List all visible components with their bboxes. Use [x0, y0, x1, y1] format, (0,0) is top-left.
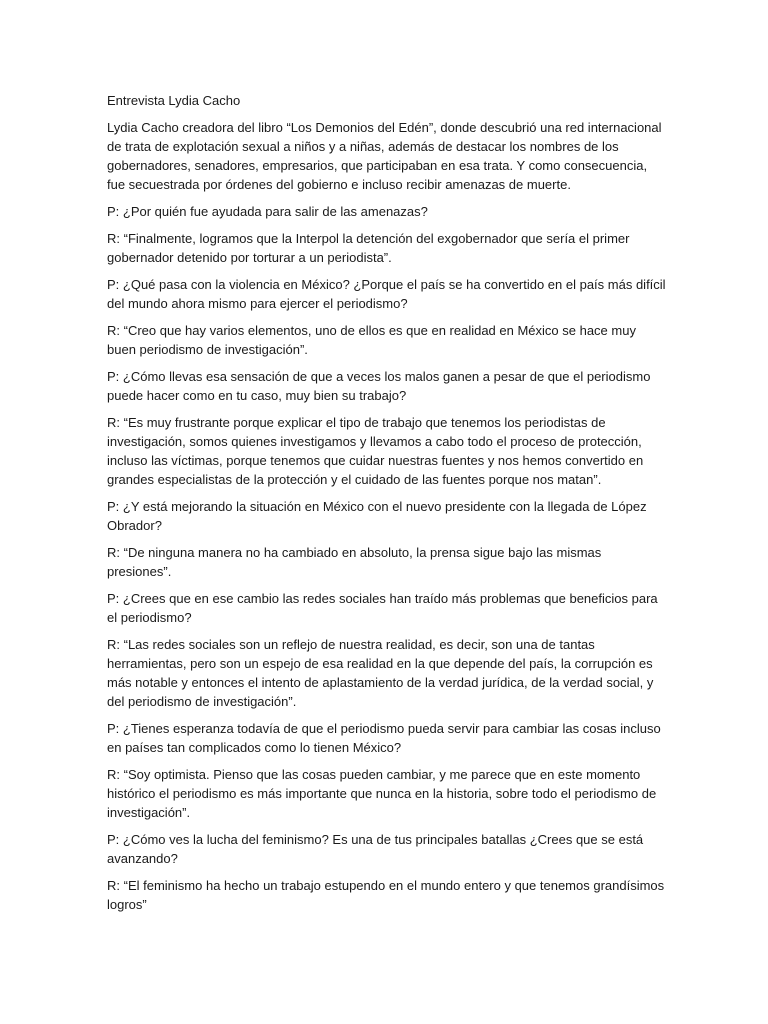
intro-paragraph: Lydia Cacho creadora del libro “Los Demonios del Edén”, donde descubrió una red internacional de trata de explotación sexual a niños y a niñas, además de destacar los nombres de los gobernadores, senadores, empresarios, que participaban en esa trata. Y como consecuencia, fue secuestrada por órdenes del gobierno e incluso recibir amenazas de muerte. — [107, 120, 662, 192]
question-paragraph: P: ¿Cómo ves la lucha del feminismo? Es una de tus principales batallas ¿Crees que se está avanzando? — [107, 832, 644, 866]
answer-paragraph: R: “Finalmente, logramos que la Interpol la detención del exgobernador que sería el primer gobernador detenido por torturar a un periodista”. — [107, 231, 630, 265]
answer-paragraph: R: “Las redes sociales son un reflejo de nuestra realidad, es decir, son una de tantas herramientas, pero son un espejo de esa realidad en la que depende del país, la corrupción es más notable y entonces el intento de aplastamiento de la verdad jurídica, de la verdad social, y del periodismo de investigación”. — [107, 637, 654, 709]
question-paragraph: P: ¿Tienes esperanza todavía de que el periodismo pueda servir para cambiar las cosas incluso en países tan complicados como lo tienen México? — [107, 721, 661, 755]
question-paragraph: P: ¿Por quién fue ayudada para salir de las amenazas? — [107, 204, 428, 219]
question-paragraph: P: ¿Qué pasa con la violencia en México? ¿Porque el país se ha convertido en el país más difícil del mundo ahora mismo para ejercer el periodismo? — [107, 277, 666, 311]
answer-paragraph: R: “Creo que hay varios elementos, uno de ellos es que en realidad en México se hace muy buen periodismo de investigación”. — [107, 323, 636, 357]
question-paragraph: P: ¿Cómo llevas esa sensación de que a veces los malos ganen a pesar de que el periodismo puede hacer como en tu caso, muy bien su trabajo? — [107, 369, 651, 403]
answer-paragraph: R: “El feminismo ha hecho un trabajo estupendo en el mundo entero y que tenemos grandísimos logros” — [107, 878, 665, 912]
document-title: Entrevista Lydia Cacho — [107, 93, 241, 108]
answer-paragraph: R: “Soy optimista. Pienso que las cosas pueden cambiar, y me parece que en este momento histórico el periodismo es más importante que nunca en la historia, sobre todo el periodismo de investigación”. — [107, 767, 657, 820]
answer-paragraph: R: “De ninguna manera no ha cambiado en absoluto, la prensa sigue bajo las mismas presiones”. — [107, 545, 602, 579]
answer-paragraph: R: “Es muy frustrante porque explicar el tipo de trabajo que tenemos los periodistas de investigación, somos quienes investigamos y llevamos a cabo todo el proceso de protección, incluso las víctimas, porque tenemos que cuidar nuestras fuentes y nos hemos convertido en grandes especialistas de la protección y el cuidado de las fuentes porque nos matan”. — [107, 415, 644, 487]
question-paragraph: P: ¿Y está mejorando la situación en México con el nuevo presidente con la llegada de López Obrador? — [107, 499, 647, 533]
document-body — [107, 91, 667, 922]
question-paragraph: P: ¿Crees que en ese cambio las redes sociales han traído más problemas que beneficios para el periodismo? — [107, 591, 658, 625]
